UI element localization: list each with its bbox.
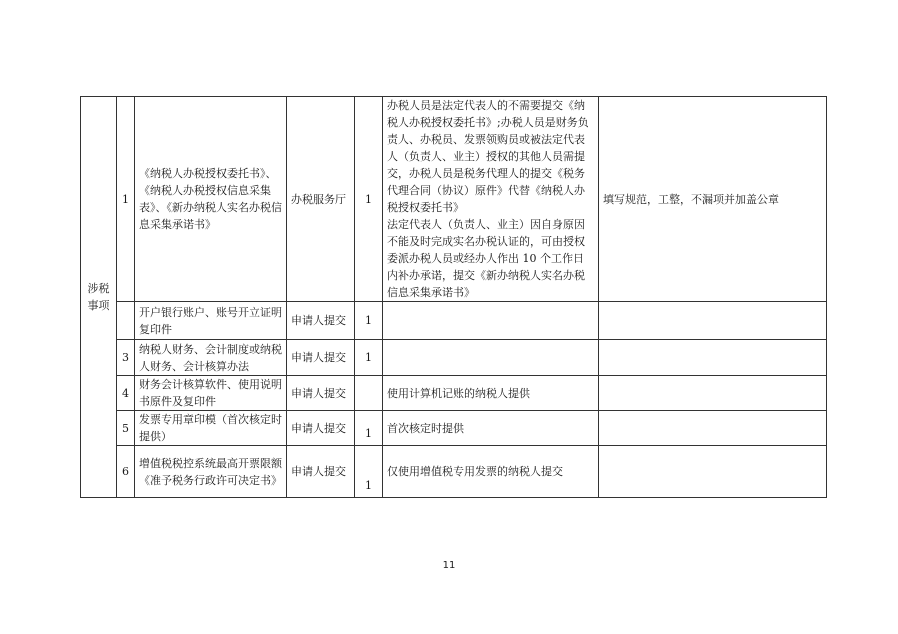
quantity-cell: 1 (355, 340, 383, 376)
table-row (81, 302, 827, 340)
source-cell: 办税服务厅 (287, 97, 355, 302)
source-cell: 申请人提交 (287, 411, 355, 446)
table-row (81, 376, 827, 411)
row-number: 6 (117, 446, 135, 498)
requirement-cell (599, 411, 827, 446)
note-cell: 首次核定时提供 (383, 411, 599, 446)
row-number: 1 (117, 97, 135, 302)
row-number: 5 (117, 411, 135, 446)
requirement-cell (599, 340, 827, 376)
material-cell: 开户银行账户、账号开立证明复印件 (135, 302, 287, 340)
note-paragraph: 办税人员是法定代表人的不需要提交《纳税人办税授权委托书》;办税人员是财务负责人、办税员、发票领购员或被法定代表人（负责人、业主）授权的其他人员需提交，办税人员是税务代理人的提交《税务代理合同（协议）原件》代替《纳税人办税授权委托书》 (387, 99, 589, 214)
note-paragraph: 法定代表人（负责人、业主）因自身原因不能及时完成实名办税认证的，可由授权委派办税人员或经办人作出 10 个工作日内补办承诺，提交《新办纳税人实名办税信息采集承诺书》 (387, 218, 585, 299)
source-cell: 申请人提交 (287, 446, 355, 498)
source-cell: 申请人提交 (287, 340, 355, 376)
note-cell (383, 302, 599, 340)
row-number: 3 (117, 340, 135, 376)
requirement-cell (599, 446, 827, 498)
quantity-cell: 1 (355, 97, 383, 302)
row-number (117, 302, 135, 340)
row-number: 4 (117, 376, 135, 411)
note-cell: 使用计算机记账的纳税人提供 (383, 376, 599, 411)
quantity-cell (355, 376, 383, 411)
material-cell: 财务会计核算软件、使用说明书原件及复印件 (135, 376, 287, 411)
quantity-cell: 1 (355, 446, 383, 498)
requirements-table (80, 96, 827, 498)
material-cell: 纳税人财务、会计制度或纳税人财务、会计核算办法 (135, 340, 287, 376)
category-cell: 涉税事项 (81, 97, 117, 498)
source-cell: 申请人提交 (287, 302, 355, 340)
note-cell (383, 97, 599, 302)
quantity-cell: 1 (355, 302, 383, 340)
table-row (81, 97, 827, 302)
table-row (81, 340, 827, 376)
source-cell: 申请人提交 (287, 376, 355, 411)
page-number: 11 (442, 560, 456, 571)
table-row (81, 446, 827, 498)
material-cell: 增值税税控系统最高开票限额《准予税务行政许可决定书》 (135, 446, 287, 498)
quantity-cell: 1 (355, 411, 383, 446)
table-row (81, 411, 827, 446)
requirement-cell (599, 376, 827, 411)
requirement-cell: 填写规范，工整，不漏项并加盖公章 (599, 97, 827, 302)
material-cell: 发票专用章印模（首次核定时提供） (135, 411, 287, 446)
note-cell (383, 340, 599, 376)
requirement-cell (599, 302, 827, 340)
note-cell: 仅使用增值税专用发票的纳税人提交 (383, 446, 599, 498)
material-cell: 《纳税人办税授权委托书》、《纳税人办税授权信息采集表》、《新办纳税人实名办税信息采集承诺书》 (135, 97, 287, 302)
